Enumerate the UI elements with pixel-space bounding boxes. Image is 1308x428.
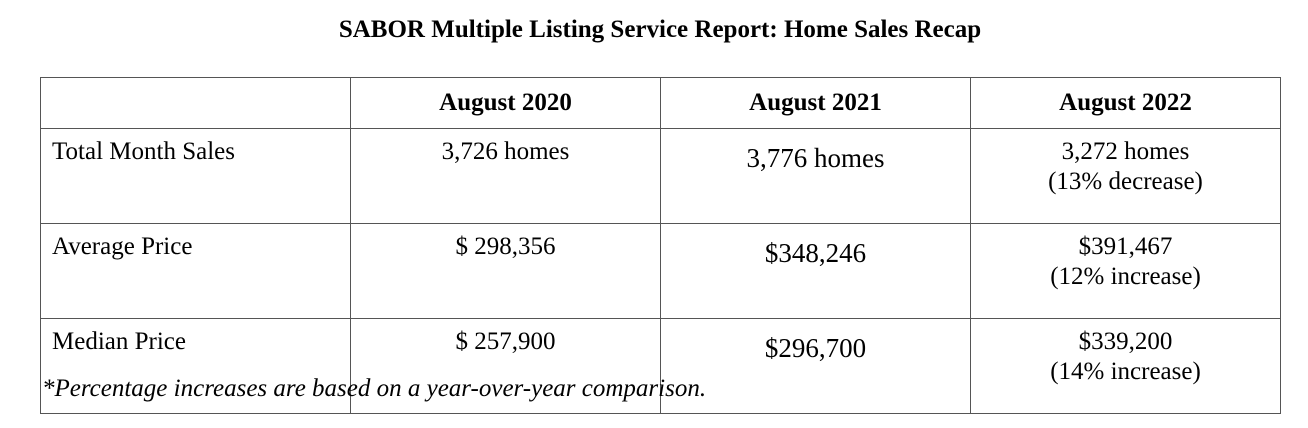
total-sales-2022: 3,272 homes <box>1061 138 1190 165</box>
row-label-total-month-sales: Total Month Sales <box>41 129 351 224</box>
median-price-2021: $296,700 <box>661 319 971 414</box>
total-sales-2020: 3,726 homes <box>351 129 661 224</box>
total-sales-2022-change: (13% decrease) <box>1048 168 1203 195</box>
header-august-2021: August 2021 <box>661 78 971 129</box>
header-august-2022: August 2022 <box>971 78 1281 129</box>
average-price-2020: $ 298,356 <box>351 224 661 319</box>
median-price-2022-cell <box>971 319 1281 414</box>
median-price-2022: $339,200 <box>1078 328 1173 355</box>
median-price-2022-change: (14% increase) <box>1050 358 1201 385</box>
total-sales-2022-cell <box>971 129 1281 224</box>
median-price-2020: $ 257,900 <box>351 319 661 414</box>
average-price-2021: $348,246 <box>661 224 971 319</box>
average-price-2022: $391,467 <box>1078 233 1173 260</box>
row-label-average-price: Average Price <box>41 224 351 319</box>
table-header-row <box>41 78 1281 129</box>
header-empty-cell <box>41 78 351 129</box>
table-row <box>41 224 1281 319</box>
table-row <box>41 129 1281 224</box>
average-price-2022-change: (12% increase) <box>1050 263 1201 290</box>
footnote: *Percentage increases are based on a year-over-year comparison. <box>42 375 707 402</box>
home-sales-table <box>40 77 1281 414</box>
average-price-2022-cell <box>971 224 1281 319</box>
row-label-median-price: Median Price <box>41 319 351 414</box>
total-sales-2021: 3,776 homes <box>661 129 971 224</box>
header-august-2020: August 2020 <box>351 78 661 129</box>
report-title: SABOR Multiple Listing Service Report: Home Sales Recap <box>338 16 982 43</box>
